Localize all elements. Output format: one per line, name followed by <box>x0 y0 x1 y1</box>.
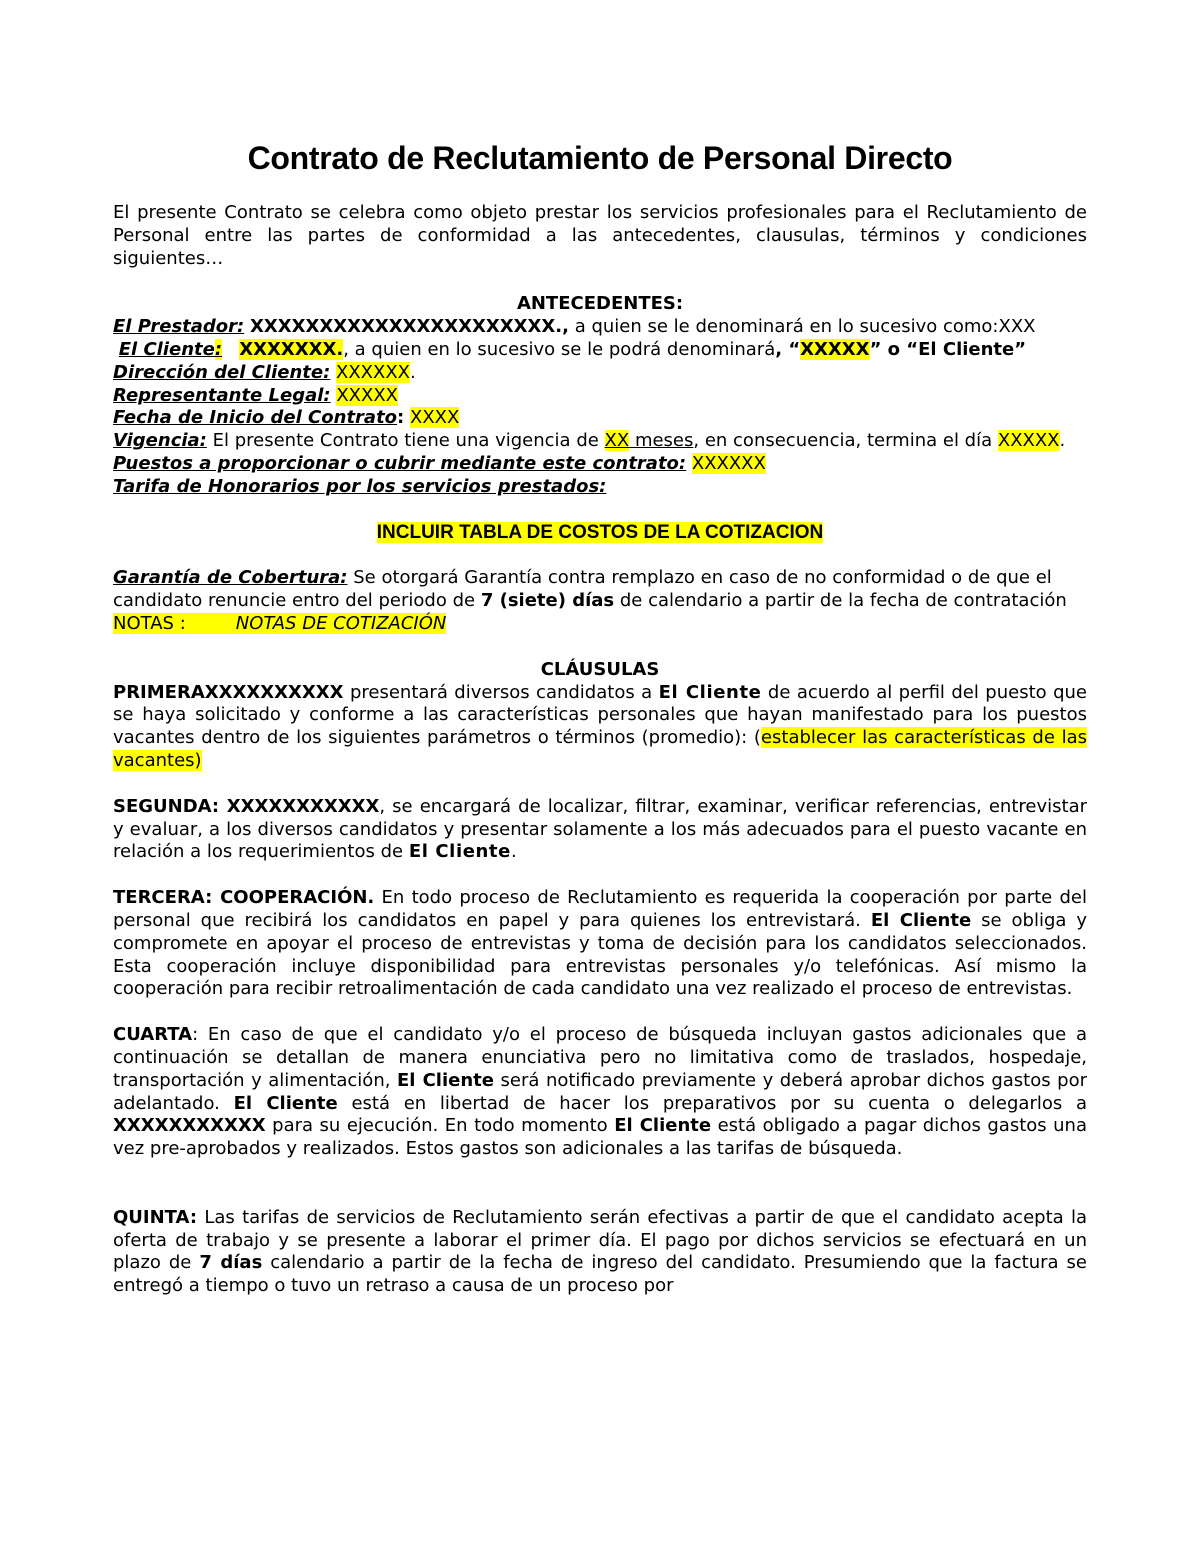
cliente-rest2: , “ <box>775 338 801 360</box>
garantia-dias: 7 (siete) días <box>480 590 615 612</box>
fecha-value: XXXX <box>409 407 460 429</box>
cuarta-text5: está obligado a pagar dichos gastos una vez pre-aprobados y realizados. Estos gastos son adicionales a las tarifas de búsqueda. <box>113 1115 1087 1160</box>
vigencia-dia: XXXXX <box>997 430 1060 452</box>
tabla-costos-text: INCLUIR TABLA DE COSTOS DE LA COTIZACION <box>376 521 824 543</box>
document-page <box>113 140 1087 1298</box>
clausulas-heading: CLÁUSULAS <box>540 658 660 680</box>
notas-value: NOTAS DE COTIZACIÓN <box>235 612 447 634</box>
antecedentes-heading: ANTECEDENTES: <box>516 293 684 315</box>
segunda-text2: . <box>510 841 517 863</box>
representante-line <box>113 385 1087 408</box>
document-title: Contrato de Reclutamiento de Personal Directo <box>247 140 953 176</box>
cuarta-text3: está en libertad de hacer los preparativos por su cuenta o delegarlos a <box>337 1092 1087 1114</box>
primera-highlight: establecer las características de las vacantes) <box>113 727 1087 771</box>
vigencia-label: Vigencia: <box>113 430 207 452</box>
notas-line <box>113 613 1087 636</box>
tarifa-line <box>113 476 1087 499</box>
vigencia-text1: El presente Contrato tiene una vigencia de <box>206 430 605 452</box>
cliente-value: XXXXXXX. <box>239 338 344 360</box>
segunda-label: SEGUNDA: XXXXXXXXXXX <box>113 795 380 817</box>
quinta-text2: calendario a partir de la fecha de ingreso del candidato. Presumiendo que la factura se entregó a tiempo o tuvo un retraso a causa de un proceso por <box>113 1252 1087 1297</box>
cliente-alias: XXXXX <box>800 338 870 360</box>
cuarta-text2: será notificado previamente y deberá aprobar dichos gastos por adelantado. <box>113 1069 1087 1114</box>
fecha-colon: : <box>397 407 405 429</box>
prestador-value: XXXXXXXXXXXXXXXXXXXXXX., <box>249 316 569 338</box>
fecha-line <box>113 407 1087 430</box>
puestos-line <box>113 453 1087 476</box>
puestos-value: XXXXXX <box>691 452 766 474</box>
notas-label: NOTAS : <box>113 612 186 634</box>
tercera-label: TERCERA: COOPERACIÓN. <box>113 887 375 909</box>
cuarta-text4: para su ejecución. En todo momento <box>265 1115 615 1137</box>
vigencia-meses: meses <box>629 430 694 452</box>
segunda-text1: , se encargará de localizar, filtrar, examinar, verificar referencias, entrevistar y evaluar, a los diversos candidatos y presentar solamente a los más adecuados para el puesto vacante en relación a los requerimientos de <box>113 795 1087 863</box>
tarifa-label: Tarifa de Honorarios por los servicios prestados: <box>113 475 607 497</box>
garantia-text1: Se otorgará Garantía contra remplazo en caso de no conformidad o de que el candidato renuncie entro del periodo de <box>113 567 1052 612</box>
clausula-primera <box>113 682 1087 773</box>
direccion-line: Dirección del Cliente: XXXXXX. <box>113 361 416 383</box>
representante-label: Representante Legal: <box>113 384 331 406</box>
quinta-text1: Las tarifas de servicios de Reclutamiento serán efectivas a partir de que el candidato acepta la oferta de trabajo y se presente a laborar el primer día. El pago por dichos servicios se efectuará en un plazo de <box>113 1206 1087 1274</box>
fecha-label: Fecha de Inicio del Contrato <box>113 407 398 429</box>
cliente-line <box>113 339 1087 362</box>
cuarta-cliente1: El Cliente <box>397 1069 494 1091</box>
primera-text2: de acuerdo al perfil del puesto que se haya solicitado y conforme a las características personales que hayan manifestado para los puestos vacantes dentro de los siguientes parámetros o términos (promedio): ( <box>113 681 1087 749</box>
cuarta-text1: : En caso de que el candidato y/o el proceso de búsqueda incluyan gastos adicionales que a continuación se detallan de manera enunciativa pero no limitativa como de traslados, hospedaje, transportación y alimentación, <box>113 1024 1087 1091</box>
primera-text1: presentará diversos candidatos a <box>343 681 659 703</box>
vigencia-text2: , en consecuencia, termina el día <box>693 430 998 452</box>
clausula-segunda <box>113 796 1087 864</box>
primera-label: PRIMERAXXXXXXXXXX <box>113 681 344 703</box>
primera-cliente: El Cliente <box>658 681 762 703</box>
segunda-cliente: El Cliente <box>408 841 511 863</box>
clausula-cuarta <box>113 1024 1087 1161</box>
tercera-text2: se obliga y compromete en apoyar el proceso de entrevistas y toma de decisión para los candidatos seleccionados. Esta cooperación incluye disponibilidad para entrevistas personales y/o telefónicas. Así mismo la cooperación para recibir retroalimentación de cada candidato una vez realizado el proceso de entrevistas. <box>113 909 1087 1000</box>
clausula-quinta <box>113 1207 1087 1298</box>
representante-value: XXXXX <box>336 384 398 406</box>
quinta-label: QUINTA: <box>113 1206 198 1228</box>
intro-paragraph: El presente Contrato se celebra como objeto prestar los servicios profesionales para el Reclutamiento de Personal entre las partes de conformidad a las antecedentes, clausulas, términos y condiciones siguientes… <box>113 202 1087 269</box>
direccion-label: Dirección del Cliente: <box>113 361 331 383</box>
cliente-rest1: , a quien en lo sucesivo se le podrá denominará <box>343 338 776 360</box>
cuarta-cliente3: El Cliente <box>614 1115 712 1137</box>
cuarta-cliente2: El Cliente <box>233 1092 338 1114</box>
garantia-text2: de calendario a partir de la fecha de contratación <box>614 590 1067 612</box>
quinta-dias: 7 días <box>199 1252 263 1274</box>
vigencia-line: Vigencia: El presente Contrato tiene una vigencia de XX meses, en consecuencia, termina el día XXXXX. <box>113 430 1066 452</box>
cliente-rest3: ” o “El Cliente” <box>869 338 1027 360</box>
garantia-label: Garantía de Cobertura: <box>113 567 348 589</box>
garantia-paragraph <box>113 567 1087 613</box>
tercera-text1: En todo proceso de Reclutamiento es requerida la cooperación por parte del personal que recibirá los candidatos en papel y para quienes los entrevistará. <box>113 887 1088 931</box>
direccion-value: XXXXXX <box>336 361 410 383</box>
prestador-label: El Prestador: <box>113 316 245 338</box>
notas-highlight <box>113 613 446 634</box>
tercera-cliente: El Cliente <box>870 909 972 931</box>
tabla-costos-line <box>113 522 1087 545</box>
prestador-line <box>113 316 1087 339</box>
clausula-tercera <box>113 887 1087 1001</box>
vigencia-xx: XX <box>604 430 630 452</box>
cuarta-xs: XXXXXXXXXXX <box>113 1115 266 1137</box>
cuarta-label: CUARTA <box>113 1024 193 1046</box>
cliente-label: El Cliente <box>118 338 215 360</box>
puestos-label: Puestos a proporcionar o cubrir mediante este contrato: <box>113 452 687 474</box>
prestador-rest: a quien se le denominará en lo sucesivo como:XXX <box>568 316 1036 338</box>
cliente-colon: : <box>214 338 223 360</box>
